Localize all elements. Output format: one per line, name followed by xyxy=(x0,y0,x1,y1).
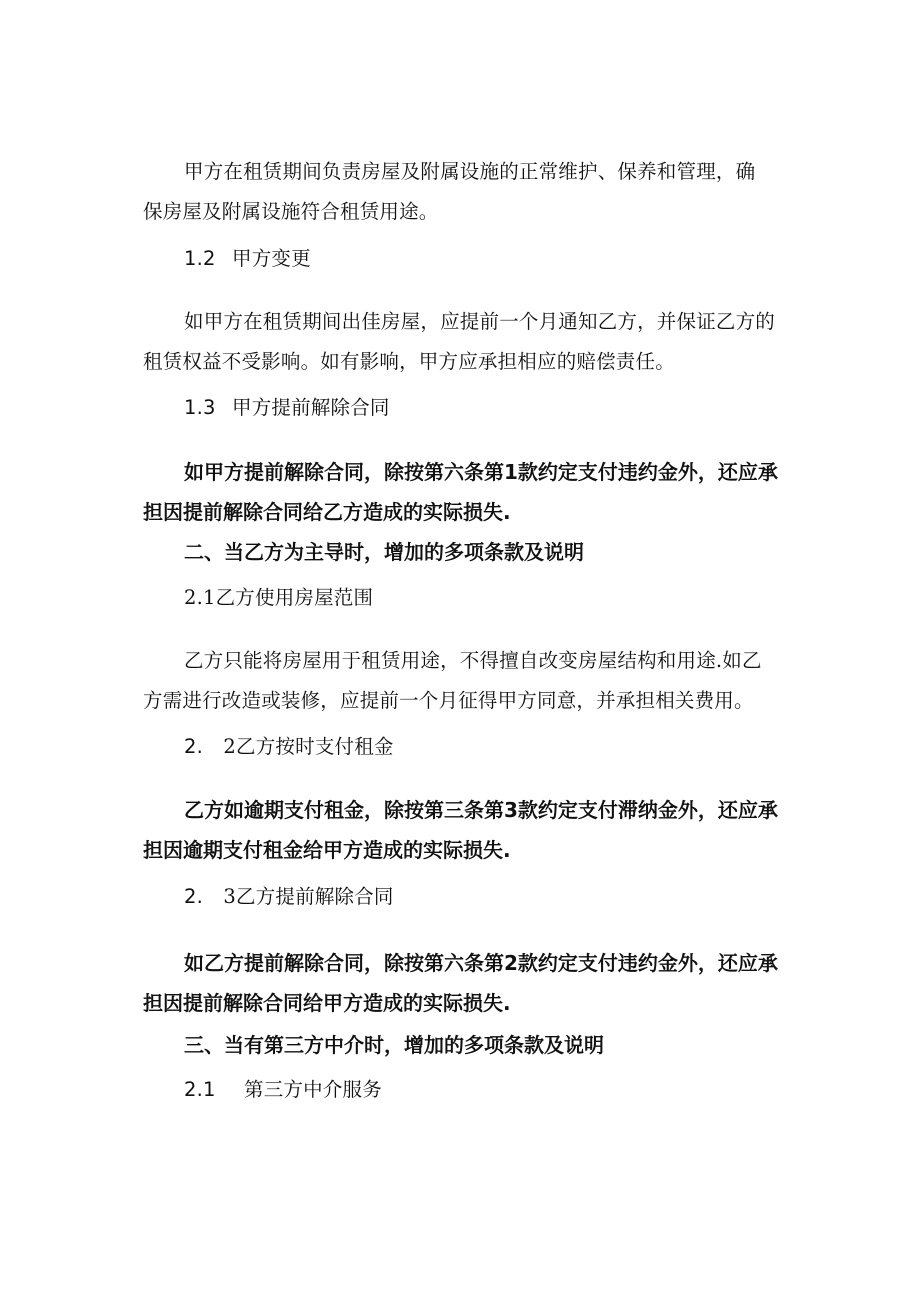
section-heading-1-3 xyxy=(143,388,824,428)
section-number: 2. xyxy=(184,735,204,758)
paragraph-line: 担因逾期支付租金给甲方造成的实际损失. xyxy=(143,838,511,862)
paragraph-line: 方需进行改造或装修，应提前一个月征得甲方同意，并承担相关费用。 xyxy=(143,689,754,712)
section-title: 甲方变更 xyxy=(232,247,311,270)
paragraph-maintenance xyxy=(143,152,783,232)
paragraph-landlord-termination xyxy=(143,452,783,532)
section-heading-2-1 xyxy=(143,578,824,618)
paragraph-rent-payment xyxy=(143,790,783,870)
section-title: 第三方中介服务 xyxy=(244,1078,382,1101)
section-heading-2-3 xyxy=(143,877,824,917)
section-title: 2乙方按时支付租金 xyxy=(223,735,394,758)
section-number: 1.3 xyxy=(184,396,216,419)
section-heading-2-2 xyxy=(143,727,824,767)
section-number: 1.2 xyxy=(184,247,216,270)
paragraph-line: 乙方如逾期支付租金，除按第三条第3款约定支付滞纳金外，还应承 xyxy=(184,798,778,822)
chapter-title: 三、当有第三方中介时，增加的多项条款及说明 xyxy=(184,1033,604,1057)
paragraph-tenant-termination xyxy=(143,943,783,1023)
paragraph-line: 如甲方提前解除合同，除按第六条第1款约定支付违约金外，还应承 xyxy=(184,460,778,484)
chapter-heading-3 xyxy=(143,1025,824,1065)
paragraph-line: 如乙方提前解除合同，除按第六条第2款约定支付违约金外，还应承 xyxy=(184,951,778,975)
paragraph-line: 担因提前解除合同给乙方造成的实际损失. xyxy=(143,500,511,524)
section-number: 2. xyxy=(184,885,204,908)
paragraph-line: 保房屋及附属设施符合租赁用途。 xyxy=(143,200,439,223)
chapter-title: 二、当乙方为主导时，增加的多项条款及说明 xyxy=(184,540,584,564)
chapter-heading-2 xyxy=(143,532,824,572)
paragraph-line: 担因提前解除合同给甲方造成的实际损失. xyxy=(143,991,511,1015)
section-number: 2.1 xyxy=(184,1078,216,1101)
paragraph-usage-scope xyxy=(143,641,783,721)
paragraph-line: 甲方在租赁期间负责房屋及附属设施的正常维护、保养和管理，确 xyxy=(184,160,756,183)
paragraph-line: 乙方只能将房屋用于租赁用途，不得擅自改变房屋结构和用途.如乙 xyxy=(184,649,762,672)
section-heading-1-2 xyxy=(143,239,824,279)
paragraph-sale-notice xyxy=(143,302,783,382)
section-title: 甲方提前解除合同 xyxy=(232,396,390,419)
section-heading-agency xyxy=(143,1070,824,1110)
section-title: 2.1乙方使用房屋范围 xyxy=(184,586,374,609)
paragraph-line: 租赁权益不受影响。如有影响，甲方应承担相应的赔偿责任。 xyxy=(143,350,675,373)
paragraph-line: 如甲方在租赁期间出佳房屋，应提前一个月通知乙方，并保证乙方的 xyxy=(184,310,776,333)
section-title: 3乙方提前解除合同 xyxy=(223,885,394,908)
